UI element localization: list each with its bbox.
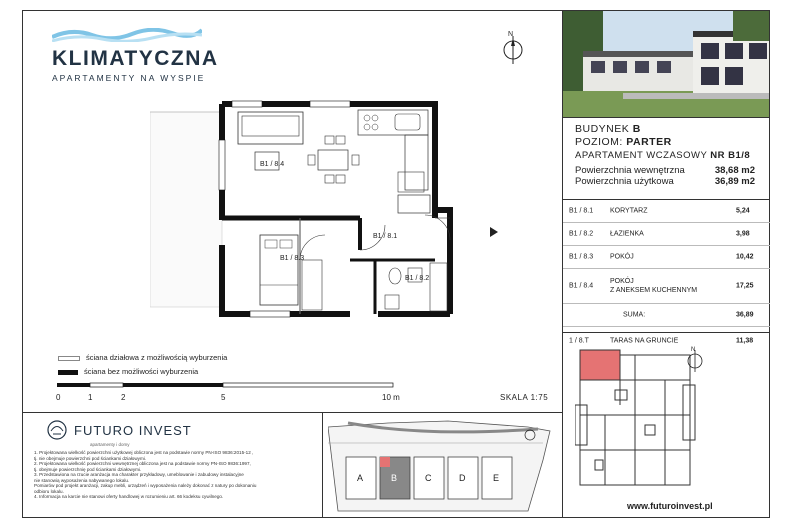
- floor-plan: [150, 100, 500, 325]
- futuro-emblem-icon: [46, 419, 68, 441]
- room-row: [563, 246, 770, 269]
- room-code: B1 / 8.4: [569, 282, 594, 290]
- legend-swatch-thin: [58, 356, 80, 361]
- scale-tick-0: 0: [56, 393, 61, 402]
- scale-tick-1: 1: [88, 393, 93, 402]
- legend-fixed: [58, 367, 198, 376]
- north-arrow: [500, 30, 526, 72]
- logo-title: KLIMATYCZNA: [52, 47, 219, 70]
- room-label-8-3: B1 / 8.3: [280, 255, 305, 262]
- note-line: Pomiarów pod projekt aranżacji, zakup mebli, urządzeń i wyposażenia należy dokonać z natury po dokonaniu: [34, 483, 257, 488]
- divider-right-1: [562, 117, 770, 118]
- room-name: POKÓJ Z ANEKSEM KUCHENNYM: [610, 278, 698, 294]
- north-arrow-key: [685, 345, 705, 377]
- site-label-c: C: [425, 473, 432, 483]
- budynek-label: BUDYNEK: [575, 123, 630, 135]
- note-line: nie stanowią wyposażenia nabywanego lokalu.: [34, 477, 130, 483]
- area-label: Powierzchnia wewnętrzna: [575, 165, 685, 176]
- room-name: TARAS NA GRUNCIE: [610, 337, 679, 345]
- area-value: 36,89 m2: [714, 176, 755, 187]
- apartament-line: [575, 149, 755, 162]
- room-label-8-4: B1 / 8.4: [260, 161, 285, 168]
- scale-tick-10: 10 m: [382, 393, 400, 402]
- note-line: 3. Przedstawiona na rzucie aranżacja ma charakter przykładowy, umeblowanie i zabudowy instalacyjne: [34, 472, 244, 477]
- room-name: ŁAZIENKA: [610, 230, 644, 238]
- divider-horizontal: [22, 412, 563, 413]
- site-plan: [328, 415, 558, 515]
- site-label-b: B: [391, 473, 398, 483]
- scale-bar: [57, 381, 397, 391]
- room-row: [563, 223, 770, 246]
- budynek-value: B: [632, 123, 641, 135]
- brand-logo: [52, 28, 219, 83]
- futuro-sub: apartamenty i domy: [90, 442, 130, 447]
- legend-demolish-text: ściana działowa z możliwością wyburzenia: [86, 353, 228, 362]
- site-label-e: E: [493, 473, 500, 483]
- scale-tick-5: 5: [221, 393, 226, 402]
- area-wewnetrzna: [575, 165, 755, 176]
- building-render-image: [563, 11, 769, 117]
- room-area: 36,89: [736, 311, 754, 319]
- logo-subtitle: APARTAMENTY NA WYSPIE: [52, 73, 206, 83]
- rooms-table: [563, 200, 770, 352]
- poziom-value: PARTER: [626, 136, 672, 148]
- area-value: 38,68 m2: [714, 165, 755, 176]
- note-line: tj. obejmuje powierzchnię pod ściankami działowymi.: [34, 466, 142, 472]
- room-code: B1 / 8.2: [569, 230, 594, 238]
- room-code: 1 / 8.T: [569, 337, 589, 345]
- apartament-label: APARTAMENT WCZASOWY: [575, 150, 708, 161]
- site-label-d: D: [459, 473, 466, 483]
- key-plan: [575, 345, 770, 495]
- area-label: Powierzchnia użytkowa: [575, 176, 674, 187]
- poziom-label: POZIOM:: [575, 136, 623, 148]
- notes: [34, 450, 324, 500]
- room-row-sum: [563, 304, 770, 327]
- compass-icon: [685, 345, 705, 375]
- futuro-name: FUTURO INVEST: [74, 422, 192, 438]
- room-name: POKÓJ: [610, 253, 634, 261]
- area-uzytkowa: [575, 176, 755, 187]
- building-photo: [563, 11, 769, 117]
- legend-fixed-text: ściana bez możliwości wyburzenia: [84, 367, 199, 376]
- room-area: 3,98: [736, 230, 750, 238]
- note-line: 4. Informacja na karcie nie stanowi oferty handlowej w rozumieniu art. 66 kodeksu cywilnego.: [34, 494, 224, 499]
- compass-icon: [500, 30, 526, 70]
- futuro-logo: [46, 419, 192, 447]
- room-label-8-2: B1 / 8.2: [405, 275, 430, 282]
- budynek-line: [575, 123, 755, 136]
- room-name: KORYTARZ: [610, 207, 648, 215]
- north-label: N: [691, 347, 696, 353]
- site-label-a: A: [357, 473, 364, 483]
- room-code: B1 / 8.3: [569, 253, 594, 261]
- website-link[interactable]: www.futuroinvest.pl: [627, 501, 713, 511]
- room-area: 11,38: [736, 337, 754, 345]
- note-line: 2. Projektowana wielkość powierzchni wewnętrznej obliczona jest na podstawie normy PN-ISO 9836:1997,: [34, 461, 251, 466]
- room-area: 5,24: [736, 207, 750, 215]
- room-area: 10,42: [736, 253, 754, 261]
- room-row: [563, 269, 770, 304]
- room-label-8-1: B1 / 8.1: [373, 233, 398, 240]
- note-line: odbioru lokalu.: [34, 488, 64, 494]
- scale-tick-2: 2: [121, 393, 126, 402]
- north-label: N: [508, 31, 514, 38]
- legend-demolish: [58, 353, 227, 362]
- room-area: 17,25: [736, 282, 754, 290]
- room-code: B1 / 8.1: [569, 207, 594, 215]
- apartament-value: NR B1/8: [710, 150, 751, 161]
- scale-label: SKALA 1:75: [500, 393, 549, 402]
- wave-icon: [52, 28, 202, 42]
- room-row: [563, 200, 770, 223]
- note-line: tj. nie obejmuje powierzchni pod ściankami działowymi.: [34, 455, 147, 461]
- building-info: [575, 123, 755, 187]
- apartment-highlight: [580, 350, 620, 380]
- note-line: 1. Projektowana wielkość powierzchni użytkowej obliczona jest na podstawie normy PN-ISO 9836:2015-12 ,: [34, 450, 254, 455]
- room-name: SUMA:: [623, 311, 646, 319]
- legend-swatch-thick: [58, 370, 78, 375]
- poziom-line: [575, 136, 755, 149]
